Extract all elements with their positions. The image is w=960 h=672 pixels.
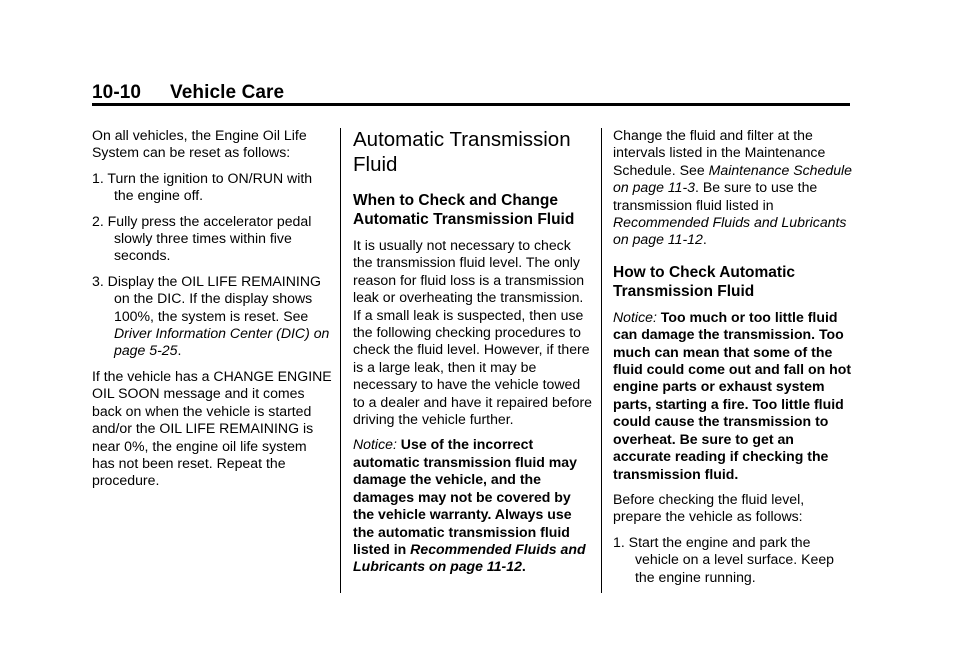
- change-fluid-mid: . Be sure to use the transmission fluid listed in: [613, 179, 818, 213]
- prepare-step-1: 1. Start the engine and park the vehicle on a level surface. Keep the engine running.: [613, 533, 834, 585]
- reset-step-1: 1. Turn the ignition to ON/RUN with the engine off.: [92, 169, 313, 204]
- notice-fluid-type: [353, 436, 593, 575]
- notice-fluid-level: [613, 309, 853, 483]
- oil-life-intro: On all vehicles, the Engine Oil Life System can be reset as follows:: [92, 127, 307, 161]
- notice-label: Notice:: [353, 436, 397, 453]
- reset-step-3-text: 3. Display the OIL LIFE REMAINING on the DIC. If the display shows 100%, the system is reset. See: [92, 272, 321, 324]
- column-3: [613, 127, 853, 594]
- change-fluid-text: Change the fluid and filter at the intervals listed in the Maintenance Schedule. See: [613, 127, 826, 178]
- reset-step-2: 2. Fully press the accelerator pedal slowly three times within five seconds.: [92, 212, 312, 264]
- column-divider-1: [340, 128, 341, 593]
- prepare-paragraph: Before checking the fluid level, prepare the vehicle as follows:: [613, 490, 805, 525]
- page-header: [92, 82, 284, 104]
- notice-end: .: [521, 558, 526, 575]
- fluids-xref-link-2[interactable]: Recommended Fluids and Lubricants on page 11-12: [613, 214, 847, 248]
- page-number: 10-10: [92, 82, 142, 103]
- reset-step-3-end: .: [177, 342, 182, 359]
- reset-step-3: [92, 273, 332, 360]
- dic-xref-link[interactable]: Driver Information Center (DIC) on page 5-25: [114, 325, 330, 359]
- column-1: [92, 127, 332, 498]
- notice-text-2: Too much or too little fluid can damage the transmission. Too much can mean that some of the fluid could come out and fall on hot engine parts or exhaust system parts, starting a fire. Too little fluid could cause the transmission to overheat. Be sure to get an accurate reading if checking the transmission fluid.: [613, 308, 852, 482]
- maintenance-xref-link[interactable]: Maintenance Schedule on page 11-3: [613, 161, 852, 196]
- column-divider-2: [601, 128, 602, 593]
- notice-text: Use of the incorrect automatic transmission fluid may damage the vehicle, and the damages may not be covered by the vehicle warranty. Always use the automatic transmission fluid listed in: [353, 436, 577, 557]
- subheading-when-to-check: When to Check and Change Automatic Transmission Fluid: [353, 192, 575, 228]
- oil-life-closing: If the vehicle has a CHANGE ENGINE OIL SOON message and it comes back on when the vehicle is started and/or the OIL LIFE REMAINING is near 0%, the engine oil life system has not been reset. Repeat the procedure.: [92, 367, 332, 489]
- header-rule: [92, 103, 850, 106]
- change-fluid-paragraph: [613, 127, 853, 249]
- fluids-xref-link[interactable]: Recommended Fluids and Lubricants on page 11-12: [353, 540, 586, 575]
- notice-label-2: Notice:: [613, 308, 657, 325]
- section-heading: Automatic Transmission Fluid: [353, 128, 571, 176]
- subheading-how-to-check: How to Check Automatic Transmission Fluid: [613, 263, 795, 300]
- change-fluid-end: .: [702, 231, 707, 248]
- section-title: Vehicle Care: [170, 82, 285, 103]
- when-to-check-paragraph: It is usually not necessary to check the transmission fluid level. The only reason for fluid loss is a transmission leak or overheating the transmission. If a small leak is suspected, then use the following checking procedures to check the fluid level. However, if there is a large leak, then it may be necessary to have the vehicle towed to a dealer and have it repaired before driving the vehicle further.: [353, 237, 592, 428]
- column-2: [353, 127, 593, 584]
